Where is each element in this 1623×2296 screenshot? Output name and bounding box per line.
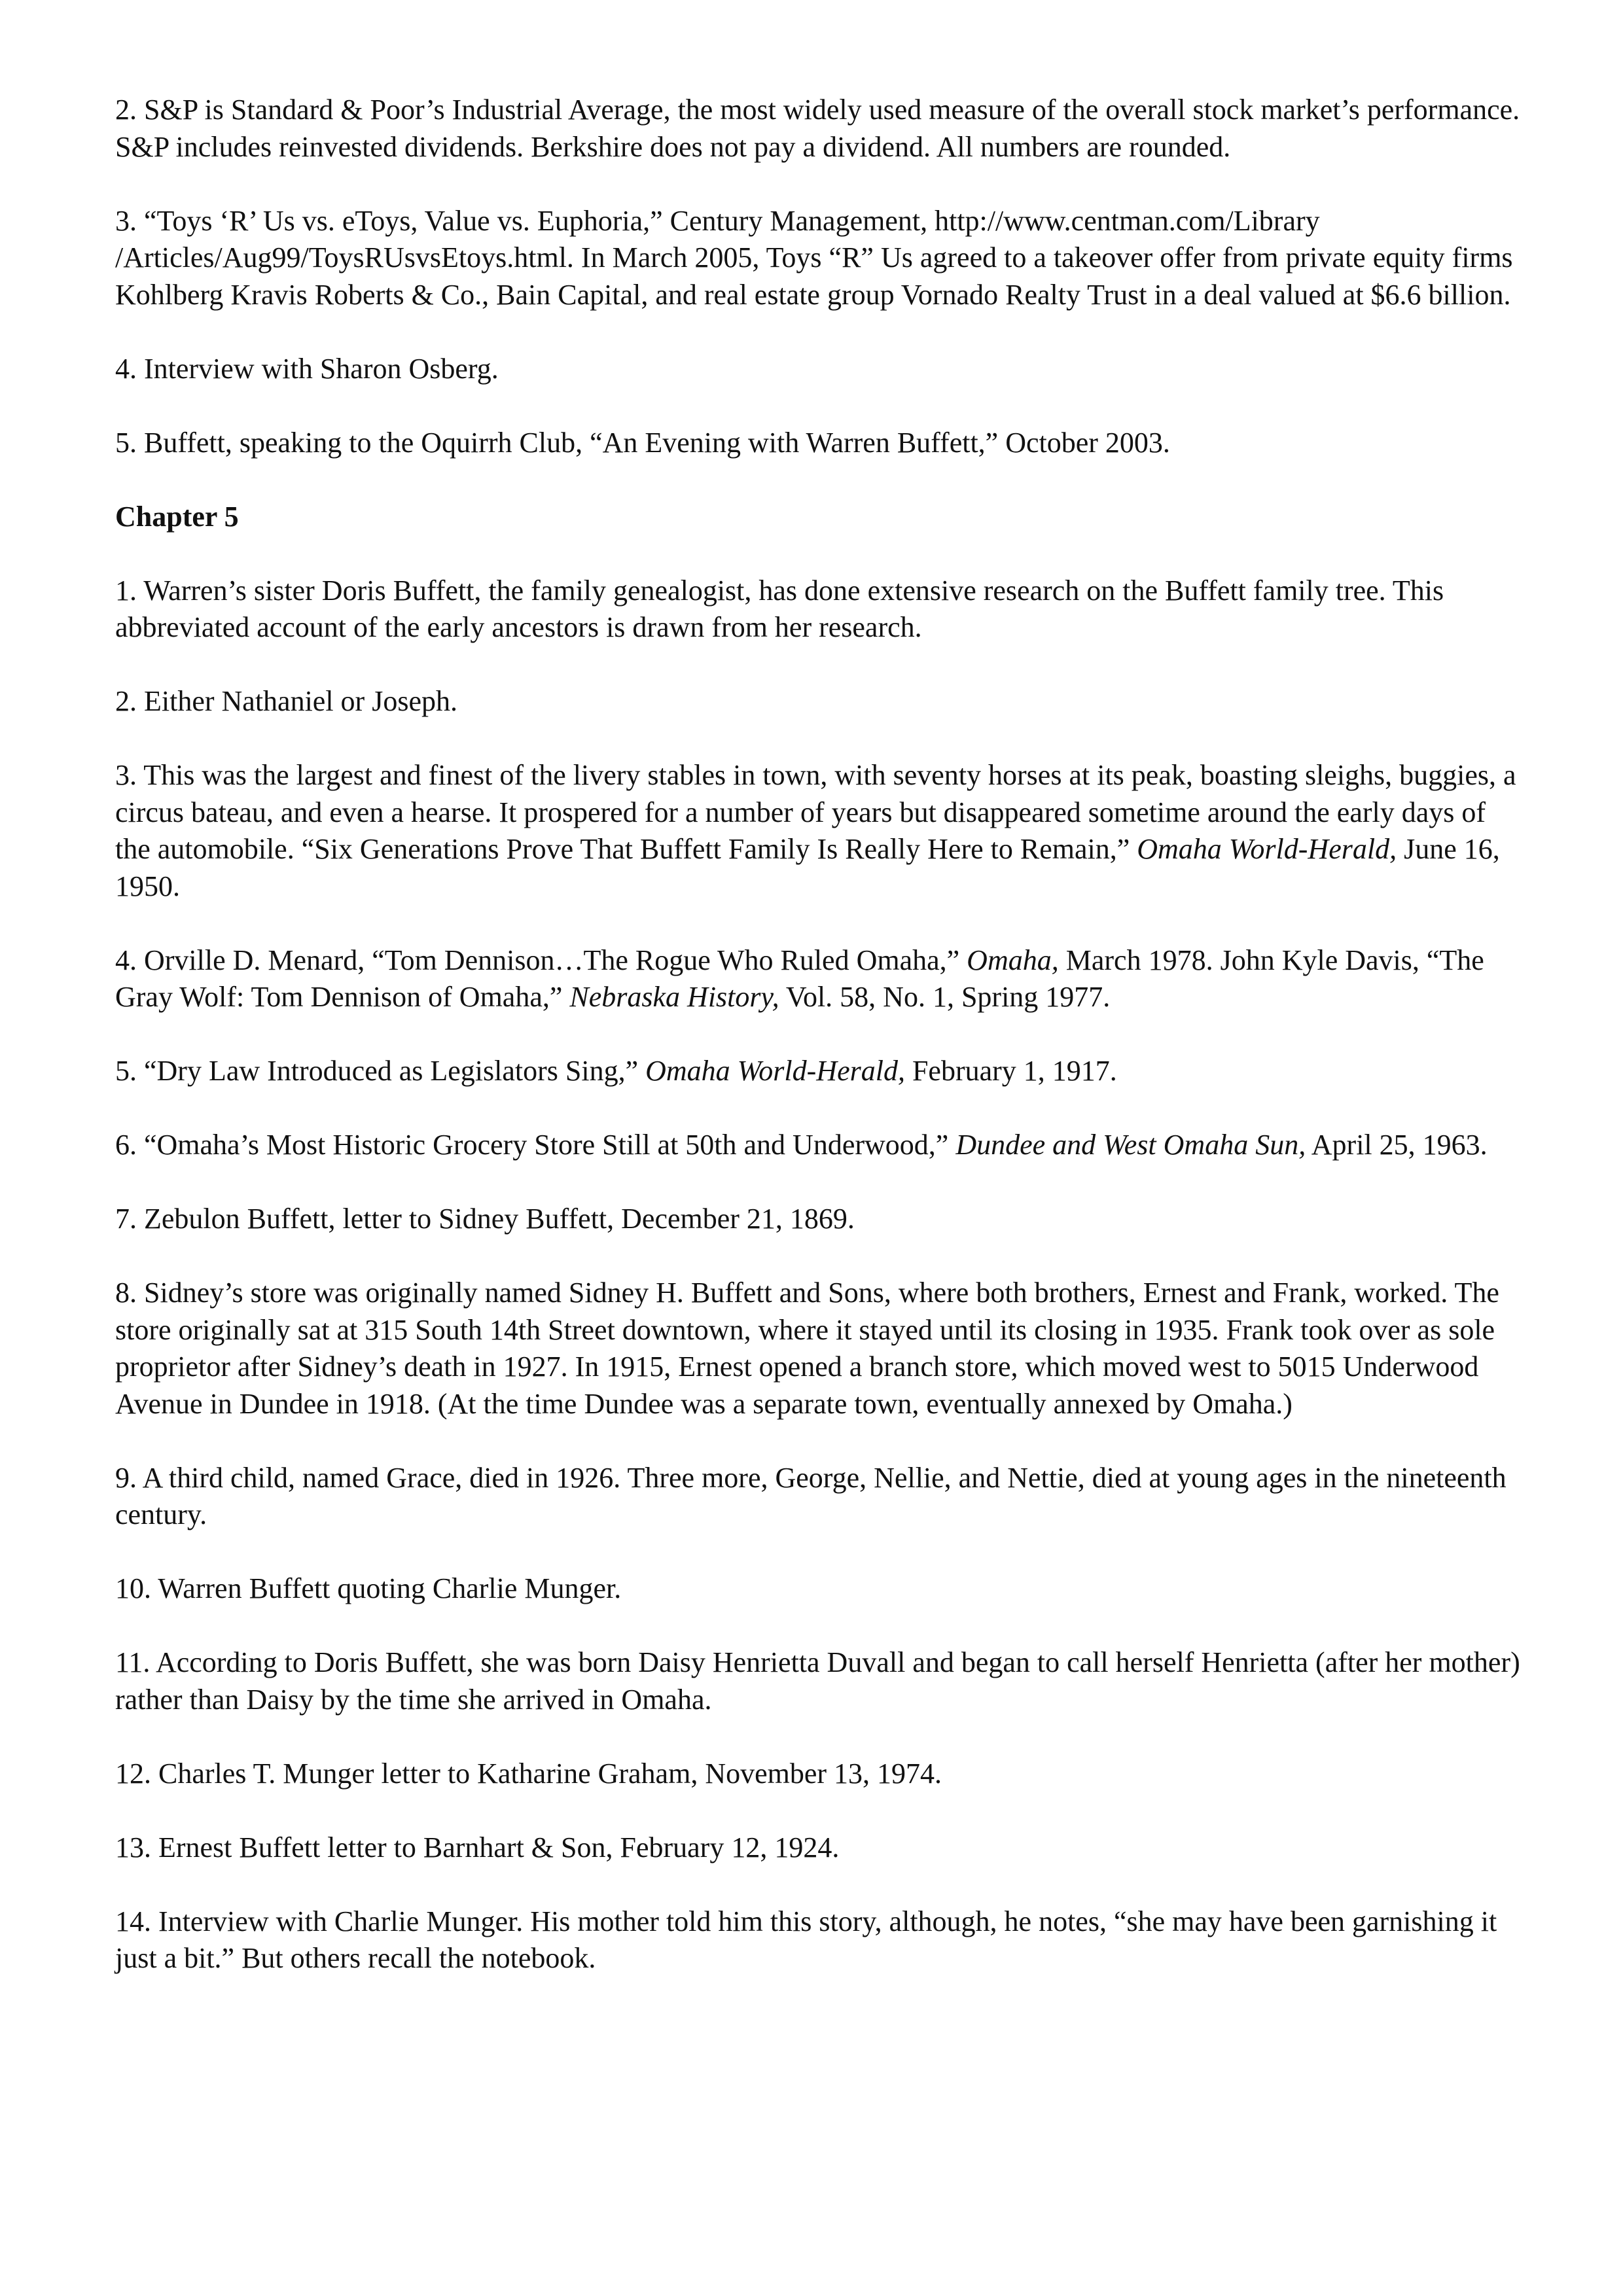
endnote-text: 9. A third child, named Grace, died in 1926. Three more, George, Nellie, and Nettie, died at young ages in the nineteenth century. — [115, 1461, 1507, 1530]
endnote-italic-title: Nebraska History, — [569, 981, 779, 1013]
endnote-text: 3. This was the largest and finest of the livery stables in town, with seventy horses at its peak, boasting sleighs, buggies, a circus bateau, and even a hearse. It prospered for a number of years but disappeared sometime around the early days of the automobile. “Six Generations Prove That Buffett Family Is Really Here to Remain,” — [115, 759, 1516, 865]
endnote — [115, 1570, 1522, 1608]
endnote-text: 4. Orville D. Menard, “Tom Dennison…The Rogue Who Ruled Omaha,” — [115, 944, 967, 976]
endnote-text: 5. Buffett, speaking to the Oquirrh Club, “An Evening with Warren Buffett,” October 2003. — [115, 426, 1170, 459]
endnote — [115, 1644, 1522, 1718]
endnote-text: 12. Charles T. Munger letter to Katharine Graham, November 13, 1974. — [115, 1757, 942, 1790]
endnote-text: Vol. 58, No. 1, Spring 1977. — [779, 981, 1111, 1013]
endnote — [115, 942, 1522, 1016]
endnote-text: 13. Ernest Buffett letter to Barnhart & Son, February 12, 1924. — [115, 1831, 840, 1863]
endnote-text: 14. Interview with Charlie Munger. His mother told him this story, although, he notes, “she may have been garnishing it just a bit.” But others recall the notebook. — [115, 1905, 1497, 1974]
endnote-text: 7. Zebulon Buffett, letter to Sidney Buffett, December 21, 1869. — [115, 1203, 855, 1235]
endnote — [115, 1201, 1522, 1238]
chapter-heading: Chapter 5 — [115, 500, 239, 533]
endnote — [115, 757, 1522, 905]
endnote-text: February 1, 1917. — [904, 1055, 1117, 1087]
notes-list-chapter-5 — [115, 573, 1522, 1977]
endnote — [115, 683, 1522, 720]
endnote — [115, 1756, 1522, 1793]
endnote — [115, 92, 1522, 166]
endnote-text: 4. Interview with Sharon Osberg. — [115, 352, 499, 385]
endnote-text: April 25, 1963. — [1306, 1129, 1488, 1161]
endnote-italic-title: Omaha World-Herald, — [1137, 833, 1397, 865]
endnote-text: March 1978. John Kyle Davis, “The Gray Wolf: Tom Dennison of Omaha,” — [115, 944, 1484, 1013]
endnote-text: June 16, 1950. — [115, 833, 1500, 902]
endnote — [115, 425, 1522, 462]
endnote — [115, 1053, 1522, 1090]
endnote-text: 1. Warren’s sister Doris Buffett, the family genealogist, has done extensive research on the Buffett family tree. This abbreviated account of the early ancestors is drawn from her research. — [115, 574, 1444, 643]
endnote-italic-title: Dundee and West Omaha Sun, — [955, 1129, 1306, 1161]
endnote-text: 10. Warren Buffett quoting Charlie Munger. — [115, 1572, 622, 1604]
endnote — [115, 203, 1522, 314]
endnote — [115, 573, 1522, 646]
endnote-text: 2. S&P is Standard & Poor’s Industrial Average, the most widely used measure of the overall stock market’s performance. S&P includes reinvested dividends. Berkshire does not pay a dividend. All numbers are rounded. — [115, 94, 1520, 163]
endnote — [115, 1127, 1522, 1164]
endnote-italic-title: Omaha, — [967, 944, 1059, 976]
endnote-text: 11. According to Doris Buffett, she was born Daisy Henrietta Duvall and began to call herself Henrietta (after her mother) rather than Daisy by the time she arrived in Omaha. — [115, 1646, 1520, 1716]
endnote — [115, 351, 1522, 388]
endnote — [115, 1903, 1522, 1977]
endnote-text: 2. Either Nathaniel or Joseph. — [115, 685, 457, 717]
document-page — [115, 92, 1522, 2014]
endnote — [115, 1275, 1522, 1422]
endnote-text: 6. “Omaha’s Most Historic Grocery Store Still at 50th and Underwood,” — [115, 1129, 956, 1161]
endnote-text: 5. “Dry Law Introduced as Legislators Sing,” — [115, 1055, 646, 1087]
endnote — [115, 1460, 1522, 1534]
endnote-italic-title: Omaha World-Herald, — [645, 1055, 905, 1087]
endnote-text: 8. Sidney’s store was originally named Sidney H. Buffett and Sons, where both brothers, Ernest and Frank, worked. The store originally sat at 315 South 14th Street downtown, where it stayed until its closing in 1935. Frank took over as sole proprietor after Sidney’s death in 1927. In 1915, Ernest opened a branch store, which moved west to 5015 Underwood Avenue in Dundee in 1918. (At the time Dundee was a separate town, eventually annexed by Omaha.) — [115, 1277, 1499, 1420]
endnote — [115, 1829, 1522, 1867]
notes-list-previous-chapter — [115, 92, 1522, 461]
endnote-text: 3. “Toys ‘R’ Us vs. eToys, Value vs. Euphoria,” Century Management, http://www.centman.com/Library /Articles/Aug99/ToysRUsvsEtoys.html. In March 2005, Toys “R” Us agreed to a takeover offer from private equity firms Kohlberg Kravis Roberts & Co., Bain Capital, and real estate group Vornado Realty Trust in a deal valued at $6.6 billion. — [115, 204, 1513, 311]
